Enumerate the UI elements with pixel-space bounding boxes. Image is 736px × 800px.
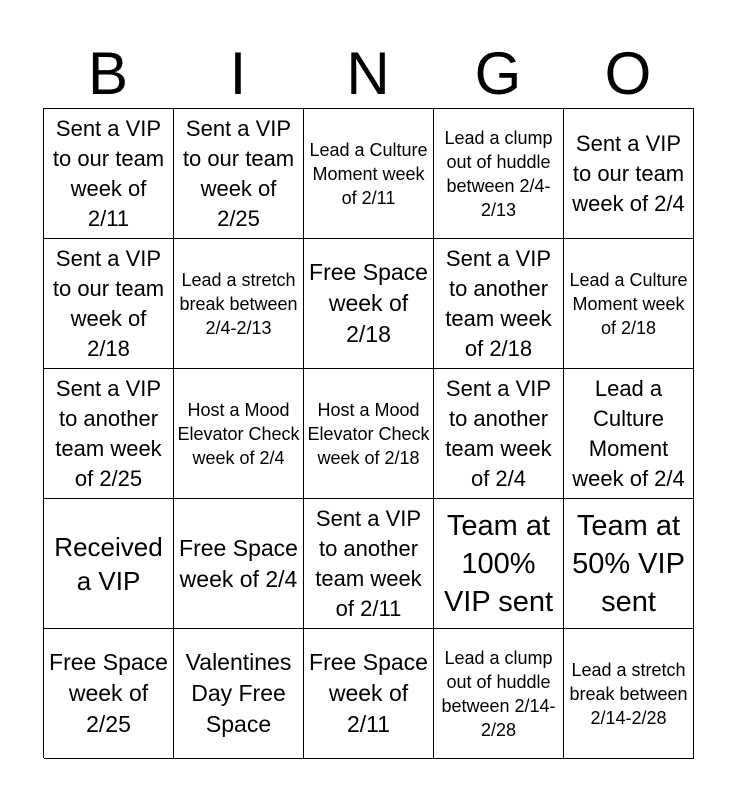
cell-text: Sent a VIP to another team week of 2/18: [445, 245, 552, 361]
bingo-cell[interactable]: [174, 369, 304, 499]
header-letter-b: B: [87, 40, 129, 107]
bingo-cell[interactable]: [434, 109, 564, 239]
cell-text: Lead a clump out of huddle between 2/4-2/13: [444, 127, 553, 220]
cell-text: Sent a VIP to our team week of 2/11: [52, 115, 165, 231]
bingo-cell[interactable]: [174, 109, 304, 239]
cell-text: Sent a VIP to another team week of 2/4: [445, 375, 552, 491]
bingo-cell[interactable]: [564, 369, 694, 499]
cell-text: Free Space week of 2/25: [49, 649, 168, 737]
cell-text: Valentines Day Free Space: [185, 649, 292, 737]
cell-text: Sent a VIP to another team week of 2/11: [315, 505, 422, 621]
cell-text: Received a VIP: [54, 531, 163, 596]
bingo-cell[interactable]: [434, 369, 564, 499]
bingo-cell[interactable]: [564, 109, 694, 239]
bingo-cell[interactable]: [564, 629, 694, 759]
cell-text: Team at 100% VIP sent: [443, 509, 554, 618]
bingo-cell[interactable]: [434, 239, 564, 369]
bingo-cell[interactable]: [174, 239, 304, 369]
cell-text: Sent a VIP to our team week of 2/4: [572, 130, 685, 216]
bingo-cell[interactable]: [304, 499, 434, 629]
bingo-cell[interactable]: [434, 629, 564, 759]
cell-text: Sent a VIP to our team week of 2/18: [52, 245, 165, 361]
cell-text: Free Space week of 2/11: [309, 649, 428, 737]
bingo-cell[interactable]: [174, 629, 304, 759]
header-letter-o: O: [604, 40, 652, 107]
bingo-header: [43, 40, 693, 108]
bingo-cell[interactable]: [564, 239, 694, 369]
cell-text: Sent a VIP to our team week of 2/25: [182, 115, 295, 231]
bingo-cell[interactable]: [44, 239, 174, 369]
bingo-grid: [43, 108, 694, 758]
bingo-cell[interactable]: [304, 629, 434, 759]
header-letter-n: N: [346, 40, 390, 107]
cell-text: Lead a Culture Moment week of 2/4: [572, 375, 685, 491]
bingo-cell[interactable]: [564, 499, 694, 629]
bingo-cell[interactable]: [44, 629, 174, 759]
cell-text: Team at 50% VIP sent: [572, 509, 685, 618]
bingo-cell[interactable]: [44, 369, 174, 499]
bingo-cell[interactable]: [174, 499, 304, 629]
cell-text: Host a Mood Elevator Check week of 2/18: [307, 399, 430, 468]
cell-text: Lead a Culture Moment week of 2/11: [309, 139, 428, 208]
cell-text: Sent a VIP to another team week of 2/25: [55, 375, 162, 491]
cell-text: Lead a clump out of huddle between 2/14-2/28: [441, 647, 556, 740]
cell-text: Lead a stretch break between 2/4-2/13: [179, 269, 298, 338]
bingo-cell[interactable]: [44, 109, 174, 239]
bingo-cell[interactable]: [434, 499, 564, 629]
header-letter-g: G: [474, 40, 522, 107]
cell-text: Host a Mood Elevator Check week of 2/4: [177, 399, 300, 468]
cell-text: Free Space week of 2/4: [179, 534, 298, 592]
bingo-cell[interactable]: [304, 109, 434, 239]
cell-text: Free Space week of 2/18: [309, 259, 428, 347]
bingo-cell[interactable]: [304, 369, 434, 499]
cell-text: Lead a stretch break between 2/14-2/28: [569, 659, 688, 728]
bingo-cell[interactable]: [304, 239, 434, 369]
bingo-cell[interactable]: [44, 499, 174, 629]
cell-text: Lead a Culture Moment week of 2/18: [569, 269, 688, 338]
header-letter-i: I: [229, 40, 247, 107]
